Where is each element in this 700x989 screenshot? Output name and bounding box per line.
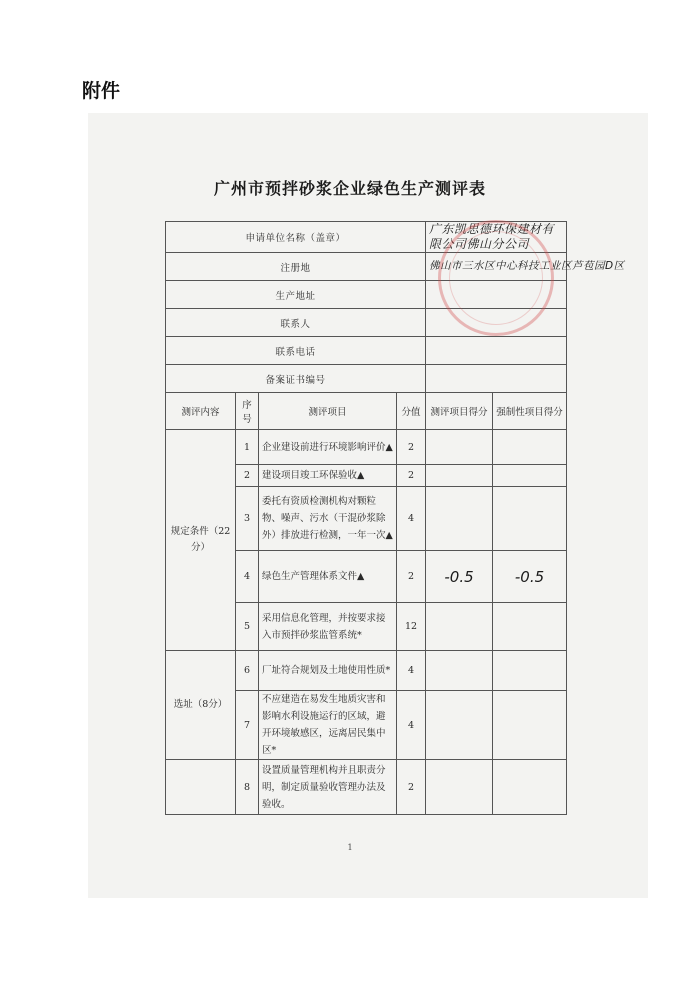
item-number: 3 [236, 487, 259, 551]
document-title: 广州市预拌砂浆企业绿色生产测评表 [213, 179, 486, 198]
section-name [166, 760, 236, 815]
table-row [166, 760, 567, 815]
item-number: 1 [236, 430, 259, 465]
item-points: 4 [397, 691, 426, 760]
info-label: 备案证书编号 [166, 365, 426, 393]
header-number: 序号 [236, 393, 259, 430]
header-item-score: 测评项目得分 [426, 393, 493, 430]
item-score-handwritten: -0.5 [426, 551, 493, 603]
item-points: 2 [397, 465, 426, 487]
mandatory-score [493, 603, 567, 651]
info-value [426, 337, 567, 365]
item-text: 委托有资质检测机构对颗粒物、噪声、污水（干混砂浆除外）排放进行检测，一年一次▲ [259, 487, 397, 551]
info-label: 生产地址 [166, 281, 426, 309]
item-score [426, 603, 493, 651]
table-header-row [166, 393, 567, 430]
header-points: 分值 [397, 393, 426, 430]
item-text: 厂址符合规划及土地使用性质* [259, 651, 397, 691]
item-text: 绿色生产管理体系文件▲ [259, 551, 397, 603]
item-text: 企业建设前进行环境影响评价▲ [259, 430, 397, 465]
mandatory-score [493, 760, 567, 815]
item-points: 4 [397, 651, 426, 691]
info-label: 联系人 [166, 309, 426, 337]
info-label: 申请单位名称（盖章） [166, 222, 426, 253]
section-name-site: 选址（8分） [166, 651, 236, 760]
evaluation-table [165, 221, 625, 815]
item-number: 4 [236, 551, 259, 603]
item-points: 2 [397, 760, 426, 815]
info-row-phone [166, 337, 567, 365]
mandatory-score [493, 487, 567, 551]
item-points: 12 [397, 603, 426, 651]
applicant-handwritten-value: 广东凯思德环保建材有限公司佛山分公司 [426, 222, 567, 253]
item-score [426, 430, 493, 465]
item-number: 2 [236, 465, 259, 487]
mandatory-score [493, 691, 567, 760]
item-score [426, 691, 493, 760]
info-value [426, 365, 567, 393]
item-number: 6 [236, 651, 259, 691]
mandatory-score [493, 430, 567, 465]
info-label: 联系电话 [166, 337, 426, 365]
info-row-certificate [166, 365, 567, 393]
header-content: 测评内容 [166, 393, 236, 430]
header-item: 测评项目 [259, 393, 397, 430]
header-mandatory-score: 强制性项目得分 [493, 393, 567, 430]
info-row-production-address [166, 281, 567, 309]
mandatory-score [493, 465, 567, 487]
mandatory-score [493, 651, 567, 691]
item-points: 4 [397, 487, 426, 551]
section-name-regulations: 规定条件（22分） [166, 430, 236, 651]
item-number: 8 [236, 760, 259, 815]
table-row [166, 651, 567, 691]
item-number: 7 [236, 691, 259, 760]
mandatory-score-handwritten: -0.5 [493, 551, 567, 603]
item-score [426, 651, 493, 691]
item-text: 建设项目竣工环保验收▲ [259, 465, 397, 487]
item-score [426, 487, 493, 551]
item-text: 采用信息化管理，并按要求接入市预拌砂浆监管系统* [259, 603, 397, 651]
info-row-applicant [166, 222, 567, 253]
info-label: 注册地 [166, 253, 426, 281]
info-row-contact [166, 309, 567, 337]
registered-address-handwritten-value: 佛山市三水区中心科技工业区芦苞园D区 [426, 253, 567, 281]
info-value [426, 309, 567, 337]
item-text: 设置质量管理机构并且职责分明，制定质量验收管理办法及验收。 [259, 760, 397, 815]
item-number: 5 [236, 603, 259, 651]
attachment-label: 附件 [82, 80, 121, 102]
item-score [426, 760, 493, 815]
info-row-registered-address [166, 253, 567, 281]
page-number: 1 [347, 843, 353, 852]
item-score [426, 465, 493, 487]
info-value [426, 281, 567, 309]
item-text: 不应建造在易发生地质灾害和影响水利设施运行的区域，避开环境敏感区，远离居民集中区* [259, 691, 397, 760]
table-row [166, 430, 567, 465]
item-points: 2 [397, 430, 426, 465]
item-points: 2 [397, 551, 426, 603]
